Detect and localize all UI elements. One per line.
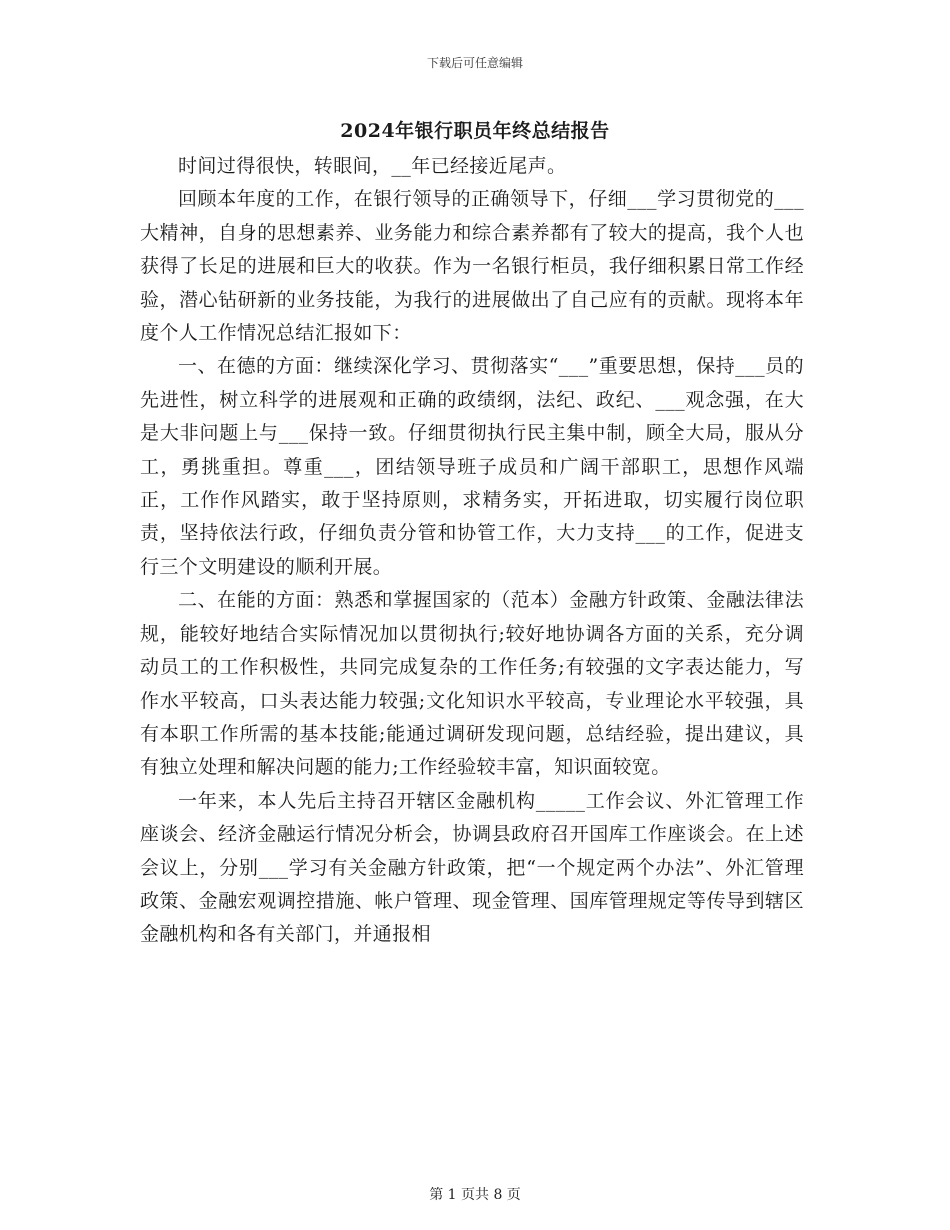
page-number: 第 1 页共 8 页 bbox=[429, 1187, 521, 1203]
paragraph-morality: 一、在德的方面：继续深化学习、贯彻落实“___”重要思想，保持___员的先进性，树立科学的进展观和正确的政绩纲，法纪、政纪、___观念强，在大是大非问题上与___保持一致。仔细贯彻执行民主集中制，顾全大局，服从分工，勇挑重担。尊重___，团结领导班子成员和广阔干部职工，思想作风端正，工作作风踏实，敢于坚持原则，求精务实，开拓进取，切实履行岗位职责，坚持依法行政，仔细负责分管和协管工作，大力支持___的工作，促进支行三个文明建设的顺利开展。 bbox=[140, 355, 804, 578]
document-body bbox=[140, 150, 804, 952]
header-note: 下载后可任意编辑 bbox=[426, 56, 523, 70]
paragraph-review: 回顾本年度的工作，在银行领导的正确领导下，仔细___学习贯彻党的___大精神，自身的思想素养、业务能力和综合素养都有了较大的提高，我个人也获得了长足的进展和巨大的收获。作为一名银行柜员，我仔细积累日常工作经验，潜心钻研新的业务技能，为我行的进展做出了自己应有的贡献。现将本年度个人工作情况总结汇报如下： bbox=[140, 188, 804, 345]
paragraph-intro: 时间过得很快，转眼间，__年已经接近尾声。 bbox=[178, 155, 567, 177]
document-title: 2024年银行职员年终总结报告 bbox=[340, 120, 610, 142]
paragraph-ability: 二、在能的方面：熟悉和掌握国家的（范本）金融方针政策、金融法律法规，能较好地结合实际情况加以贯彻执行;较好地协调各方面的关系，充分调动员工的工作积极性，共同完成复杂的工作任务;有较强的文字表达能力，写作水平较高，口头表达能力较强;文化知识水平较高，专业理论水平较强，具有本职工作所需的基本技能;能通过调研发现问题，总结经验，提出建议，具有独立处理和解决问题的能力;工作经验较丰富，知识面较宽。 bbox=[140, 589, 804, 779]
paragraph-meetings: 一年来，本人先后主持召开辖区金融机构_____工作会议、外汇管理工作座谈会、经济金融运行情况分析会，协调县政府召开国库工作座谈会。在上述会议上，分别___学习有关金融方针政策，把“一个规定两个办法”、外汇管理政策、金融宏观调控措施、帐户管理、现金管理、国库管理规定等传导到辖区金融机构和各有关部门，并通报相 bbox=[140, 789, 804, 946]
